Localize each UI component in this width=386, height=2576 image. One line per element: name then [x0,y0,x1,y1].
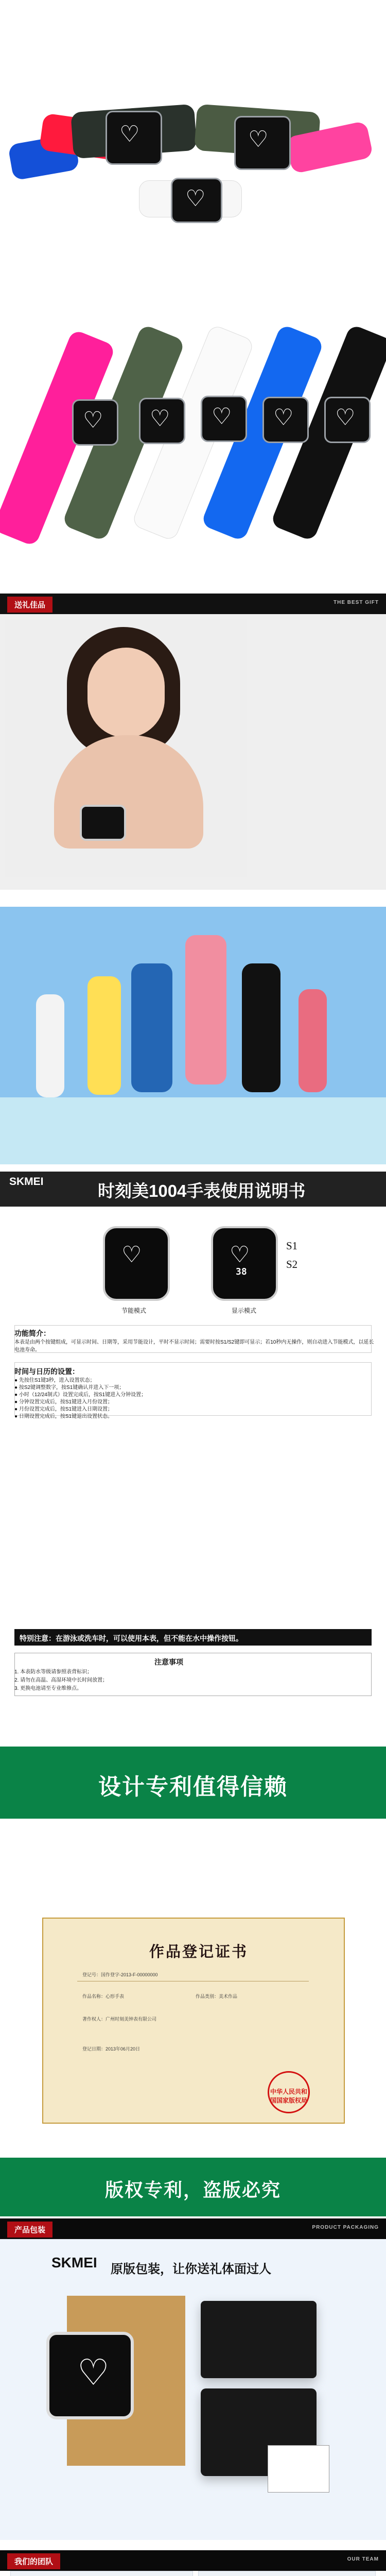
model-photo [5,619,247,877]
button-s1-label: S1 [286,1240,298,1252]
shoulder [54,735,203,849]
section-tag: 我们的团队 [7,2553,60,2569]
notes-line: 3. 更换电池请至专业维修点。 [14,1686,82,1691]
watch-on-wrist [80,805,126,841]
team-photo [198,2571,376,2576]
official-seal: 中华人民共和国国家版权局 [268,2071,310,2113]
group-photo [0,907,386,1164]
power-saving-caption: 节能模式 [121,1307,147,1314]
settings-line: ● 分钟设置完成后，按S1键进入月份设置； [14,1399,113,1405]
cert-line: 登记号：国作登字-2013-F-00000000 [82,1972,158,1977]
notes-title: 注意事项 [154,1658,183,1666]
heart-outline-icon: ♡ [230,1242,250,1268]
settings-line: ● 先按住S1键3秒，进入设置状态； [14,1378,95,1383]
heart-outline-icon: ♡ [248,126,269,152]
packaging-line: 原版包装，让你送礼体面过人 [111,2262,271,2276]
section-subtitle: THE BEST GIFT [334,600,379,605]
functions-text: 本表是由两个按键组成，可显示时间、日期等，采用节能设计，平时不显示时间；需要时按S1/S2键即可显示；若10秒内无操作，则自动进入节能模式，以延长电池寿命。 [14,1340,374,1353]
heart-outline-icon: ♡ [77,2351,110,2394]
section-subtitle: PRODUCT PACKAGING [312,2225,379,2230]
certificate-title: 作品登记证书 [149,1944,249,1960]
heart-outline-icon: ♡ [150,405,170,432]
warning-bar: 特别注意：在游泳或洗车时，可以使用本表，但不能在水中操作按钮。 [14,1629,372,1646]
settings-line: ● 按S2键调整数字，按S1键确认并进入下一项； [14,1385,125,1391]
heart-outline-icon: ♡ [273,404,294,431]
watch-collection-photo [0,0,386,291]
copyright-title: 版权专利，盗版必究 [104,2179,281,2200]
person [36,994,64,1097]
team-band [0,2550,386,2571]
time-display: 38 [236,1266,247,1277]
patent-band [0,1747,386,1819]
manual-brand: SKMEI [9,1176,44,1188]
person [242,963,280,1092]
cert-line: 登记日期：2013年06月20日 [82,2046,141,2052]
section-tag: 产品包装 [7,2222,52,2238]
person [131,963,172,1092]
packaging-photo [0,2239,386,2540]
notes-line: 2. 请勿在高温、高湿环境中长时间放置； [14,1677,108,1683]
section-subtitle: OUR TEAM [347,2556,379,2562]
grass [0,1097,386,1164]
heart-outline-icon: ♡ [119,121,140,147]
section-tag: 送礼佳品 [7,597,52,613]
button-s2-label: S2 [286,1258,298,1270]
packaging-band [0,2218,386,2239]
fashion-model-photo [0,614,386,890]
cert-line: 作品类别：美术作品 [196,1994,238,1999]
gift-box [201,2301,317,2378]
patent-title: 设计专利值得信赖 [98,1774,288,1800]
settings-line: ● 小时（12/24制式）设置完成后，按S1键进入分钟设置； [14,1392,147,1398]
manual-title: 时刻美1004手表使用说明书 [98,1181,306,1200]
heart-outline-icon: ♡ [335,404,356,431]
settings-line: ● 月份设置完成后，按S1键进入日期设置； [14,1406,113,1412]
copyright-band [0,2158,386,2216]
cert-line: 作品名称：心形手表 [82,1994,125,1999]
packaging-brand: SKMEI [51,2255,97,2270]
team-photo [10,2571,193,2576]
person [299,989,327,1092]
display-mode-caption: 显示模式 [232,1307,257,1314]
settings-title: 时间与日历的设置： [14,1367,79,1376]
heart-outline-icon: ♡ [212,403,232,430]
heart-outline-icon: ♡ [185,185,206,212]
face [87,648,165,738]
gift-band [0,594,386,614]
heart-outline-icon: ♡ [83,407,103,433]
functions-title: 功能简介： [14,1329,50,1337]
heart-outline-icon: ♡ [121,1242,142,1268]
manual-card [268,2445,329,2493]
team-photo-grid [0,2571,386,2576]
notes-line: 1. 本表防水等级请参照表背标识； [14,1669,93,1675]
watch-row-photo [0,309,386,567]
person [185,935,226,1084]
person [87,976,121,1095]
settings-line: ● 日期设置完成后，按S1键退出设置状态。 [14,1414,113,1419]
cert-line: 著作权人：广州时刻美钟表有限公司 [82,2016,157,2022]
